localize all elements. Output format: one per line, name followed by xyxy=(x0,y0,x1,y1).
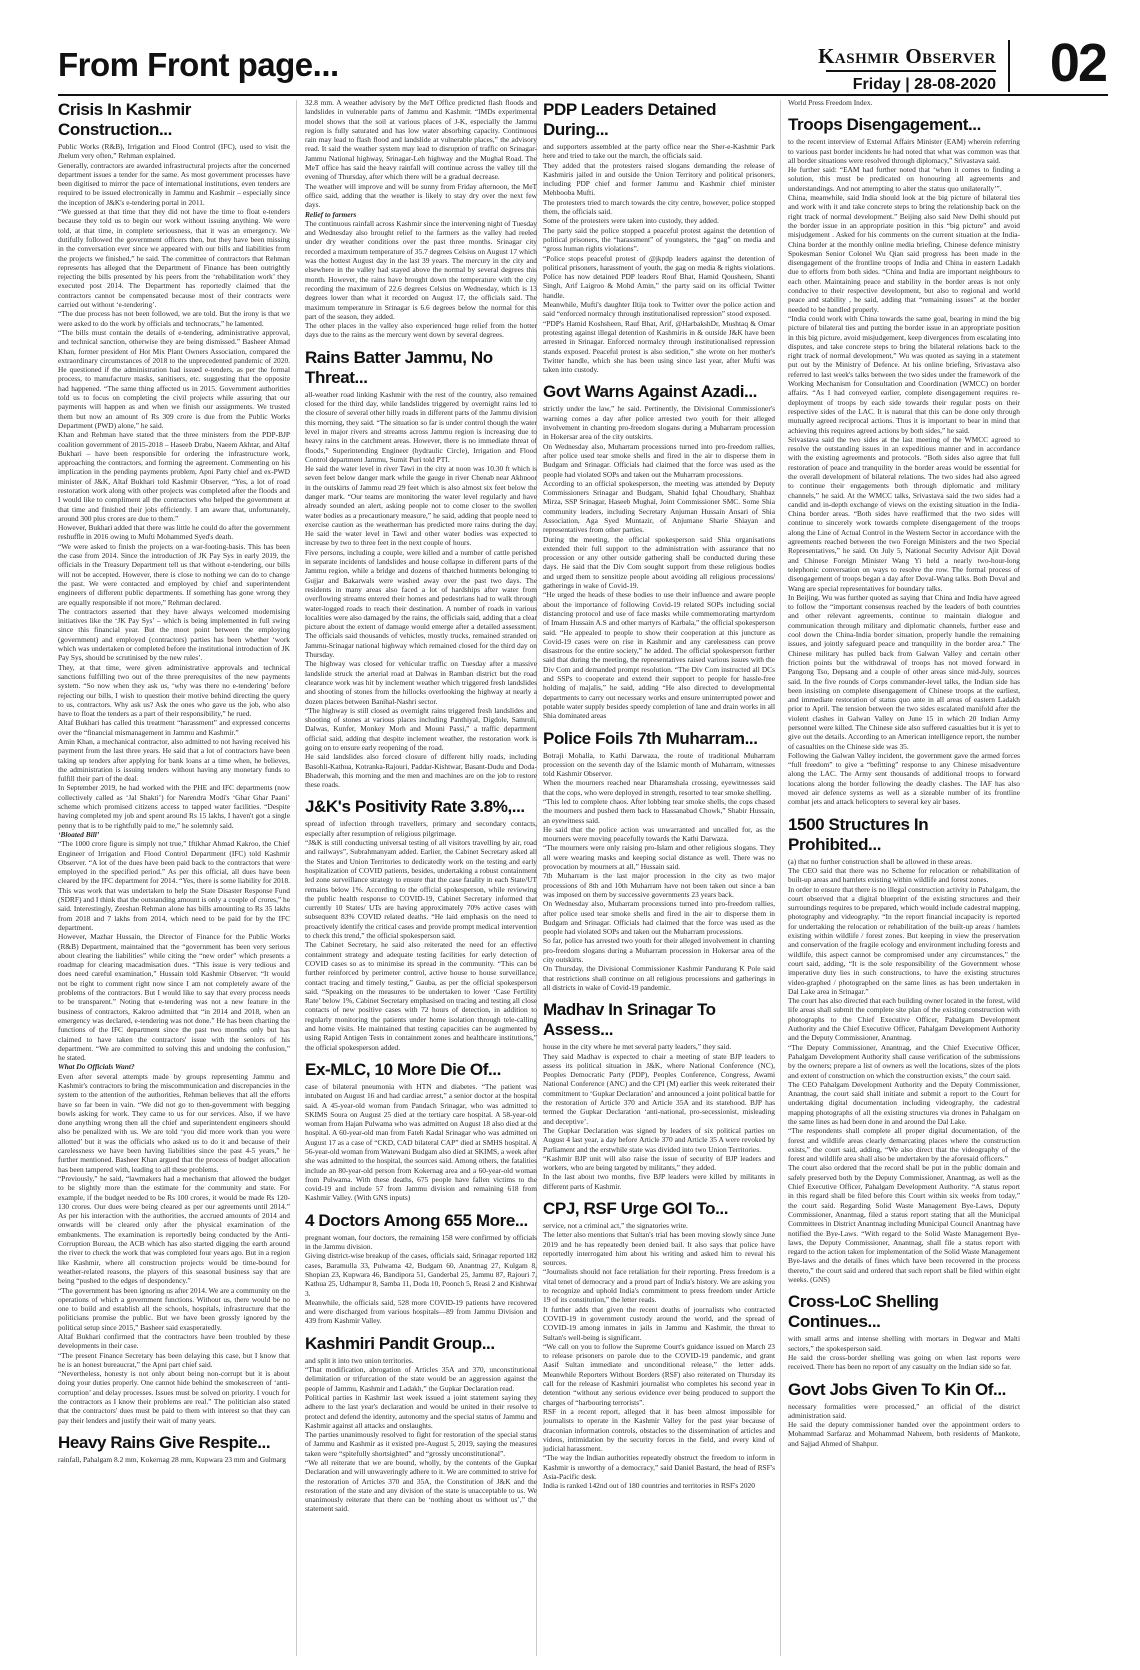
news-story xyxy=(305,98,537,340)
story-paragraph: China, meanwhile, said India should look at the big picture of bilateral ties and work with it and take concrete steps to bring the relationship back on the right track of normal development.” Beijing also said New Delhi should put the border issue in an appropriate position in this “big picture” and avoid misjudgement . Asked for his comments on the current situation at the India-China border at the monthly online media briefing, Chinese defence ministry Spokesman Senior Colonel Wu Qian said progress has been made in the disengagement of the frontline troops of India and China in eastern Ladakh due to efforts from both sides. “China and India are important neighbours to each other. Maintaining peace and stability in the border areas is not only conducive to their respective development, but also to regional and world peace and stability , he said, adding that “remaining issues” at the border needed to be handled properly. xyxy=(788,193,1020,314)
story-paragraph: and supporters assembled at the party office near the Sher-e-Kashmir Park here and tried to take out the march, the officials said. xyxy=(543,142,775,161)
story-paragraph: 32.8 mm. A weather advisory by the MeT Office predicted flash floods and landslides in vulnerable parts of Jammu and Kashmir. “IMDs experimental model shows that the soil at various places of J-K, especially the Jammu region is fully saturated and has low water absorbing capacity. Continuous rain may lead to flash flood and landslide at vulnerable places,” the advisory read. It said the weather system may lead to disruption of traffic on Srinagar-Jammu National highway, Srinagar-Leh highway and the Mughal Road. The MeT office has said the heavy rainfall will continue across the valley till the evening of Thursday, after which there will be a gradual decrease. xyxy=(305,98,537,182)
news-story xyxy=(543,382,775,720)
story-paragraph: strictly under the law,” he said. Pertinently, the Divisional Commissioner's warning comes a day after police arrested two youth for their alleged involvement in chanting pro-freedom slogans during a Muharram procession in Hokersar area of the city outskirts. xyxy=(543,404,775,442)
story-paragraph: However, Bukhari added that there was little he could do after the government reshuffle in 2016 owing to Mufti Mohammed Syed's death. xyxy=(58,523,290,542)
column-4 xyxy=(788,98,1020,1658)
story-paragraph: He said landslides also forced closure of different hilly roads, including Basohli-Kathua, Kotranka-Rajouri, Paddar-Kishtwar, Basant-Dudu and Doda-Bhaderwah, this morning and the men and machines are on the job to restore these roads. xyxy=(305,752,537,790)
story-headline[interactable]: Police Foils 7th Muharram... xyxy=(543,728,758,748)
edition-date: Friday | 28-08-2020 xyxy=(852,76,996,93)
story-paragraph: The parties unanimously resolved to fight for restoration of the special status of Jammu and Kashmir as it existed pre-August 5, 2019, saying the measures taken were “spitefully shortsighted” and “grossly unconstitutional”. xyxy=(305,1430,537,1458)
story-headline[interactable]: Crisis In Kashmir Construction... xyxy=(58,100,192,139)
story-paragraph: (a) that no further construction shall be allowed in these areas. xyxy=(788,856,973,866)
news-story xyxy=(788,815,1020,1285)
story-paragraph: “The due process has not been followed, we are told. But the irony is that we were asked to do the work by officials and technocrats,” he lamented. xyxy=(58,309,290,328)
story-paragraph: World Press Freedom Index. xyxy=(788,98,873,107)
brand-name: Kashmir Observer xyxy=(818,44,996,68)
story-paragraph: According to an official spokesperson, the meeting was attended by Deputy Commissioners Srinagar and Budgam, Shahid Iqbal Choudhary, Shahbaz Mirza, SSP Srinagar, Haseeb Mughal, Joint Commissioner SMC. Some Shia community leaders, including Secretary Anjuman Hussain Ansari of Shia Association, Aga Syed Muntazir, of Anjumane Sharie Shiayan and representatives from other parties. xyxy=(543,478,775,535)
story-paragraph: The highway was closed for vehicular traffic on Tuesday after a massive landslide struck the arterial road at Dalwas in Ramban district but the road clearance work was hit by inclement weather which triggered fresh landslides and shooting of stones from the hillocks overlooking the highway at nearly a dozen places between Banihal-Nashri sector. xyxy=(305,659,537,706)
story-paragraph: “Journalists should not face retaliation for their reporting. Press freedom is a vital tenet of democracy and a proud part of India's history. We are asking you to recognize and uphold India's commitment to press freedom under Article 19 of its constitution,” the letter reads. xyxy=(543,1267,775,1305)
story-paragraph: When the mourners reached near Dharamshala crossing, eyewitnesses said that the cops, who were deployed in strength, resorted to tear smoke shelling. xyxy=(543,778,775,797)
story-paragraph: Some of the protesters were taken into custody, they added. xyxy=(543,216,719,226)
story-paragraph: He said the cross-border shelling was going on when last reports were received. There has been no report of any casualty on the Indian side so far. xyxy=(788,1352,1020,1372)
story-paragraph: Following the Galwan Valley incident, the government gave the armed forces “full freedom” to give a “befitting” response to any Chinese misadventure along the LAC. The Army sent thousands of additional troops to forward locations along the border following the deadly clashes. The IAF has also moved air defence systems as well as a sizeable number of its frontline combat jets and attack helicopters to several key air bases. xyxy=(788,750,1020,807)
story-headline[interactable]: Govt Warns Against Azadi... xyxy=(543,382,758,402)
story-paragraph: They said Madhav is expected to chair a meeting of state BJP leaders to assess its political situation in J&K, where National Conference (NC), Peoples Democratic Party (PDP), Peoples Conference, Congress, Awami National Conference (ANC) and the CPI (M) earlier this week reiterated their commitment to ‘Gupkar Declaration’ and announced a joint political battle for the restoration of Article 370 and Article 35A and its statehood. BJP has termed the Gupkar Declaration ‘anti-national, pro-secessionist, misleading and deceptive’. xyxy=(543,1051,775,1126)
column-2 xyxy=(305,98,537,1658)
story-paragraph: The party said the police stopped a peaceful protest against the detention of political prisoners, the “harassment” of youngsters, the “gag” on media and “gross human rights violations”. xyxy=(543,225,775,254)
story-paragraph: Public Works (R&B), Irrigation and Flood Control (IFC), used to visit the Jhelum very often,” Rehman explained. xyxy=(58,142,290,161)
story-paragraph: The court also ordered that the record shall be put in the public domain and safely preserved both by the Deputy Commissioner, Anantnag, as well as the Chief Executive Officer, Pahalgam Development Authority. “A status report in this regard shall be filed before this Court within six weeks from today,” the court said. Regarding Solid Waste Management Bye-Laws, Deputy Commissioner, Anantnag, filed a status report stating that all the Municipal Committees in District Anantnag including Municipal Council Anantnag have notified the Bye-Laws. “With regard to the Solid Waste Management Bye-laws, the Deputy Commissioner, Anantnag, shall file a status report with regard to the action taken for implementation of the Solid Waste Management Bye-laws and the details of fines which have been recovered in the process thereto,” the court said and ordered that such report shall be filed within eight weeks. (GNS) xyxy=(788,1163,1020,1285)
story-paragraph: “PDP's Hamid Koshsheen, Rauf Bhat, Arif, @HarbakshDr, Mushtaq & Omar protesting against illegal detention of Kashmiris in & outside J&K have been arrested in Srinagar. Enforced normalcy through institutionalised repression stands exposed. Peaceful protest is also sedition,” she wrote on her mother's Twitter handle, which she has been using since last year, after Mufti was taken into custody. xyxy=(543,318,775,375)
story-paragraph: They, at that time, were given administrative approvals and technical sanctions fulfilling two out of the three prerequisites of the new payments system. “So now when they ask us, ‘why was there no e-tendering’ before rejecting our bills, I wish to question their motive behind directing the query to us, contractors. Why ask us? Ask the ones who gave us the job, who also have to float the tenders as a part of their responsibility,” he rued. xyxy=(58,662,290,719)
brand-rule xyxy=(826,70,996,72)
story-paragraph: “India could work with China towards the same goal, bearing in mind the big picture of bilateral ties and putting the border issue in an appropriate position in this big picture, avoid misjudgement, keep divergences from escalating into disputes, and take concrete steps to bring the bilateral relations back to the right track of normal development,” Wu was quoted as saying in a statement put out by the Ministry of Defence. At his online briefing, Srivastava also referred to last week's talks between the two sides under the framework of the Working Mechanism for Consultation and Coordination (WMCC) on border affairs. “As I had conveyed earlier, complete disengagement requires re-deployment of troops by each side towards their regular posts on their respective sides of the LAC. It is natural that this can be done only through mutually agreed reciprocal actions. Thus it is important to bear in mind that achieving this requires agreed actions by both sides,” he said. xyxy=(788,313,1020,435)
column-3 xyxy=(543,98,775,1658)
story-paragraph: rainfall, Pahalgam 8.2 mm, Kokernag 28 mm, Kupwara 23 mm and Gulmarg xyxy=(58,1454,286,1464)
story-headline[interactable]: Troops Disengagement... xyxy=(788,115,981,135)
story-paragraph: and split it into two union territories. xyxy=(305,1355,414,1365)
story-headline[interactable]: J&K's Positivity Rate 3.8%,... xyxy=(305,797,525,817)
story-paragraph: He further said: “EAM had further noted that ‘when it comes to finding a solution, this must be predicated on honouring all agreements and understandings. And not attempting to alter the status quo unilaterally’”. xyxy=(788,165,1020,193)
story-paragraph: The protesters tried to march towards the city centre, however, police stopped them, the officials said. xyxy=(543,197,775,217)
story-headline[interactable]: Ex-MLC, 10 More Die Of... xyxy=(305,1059,501,1079)
story-headline[interactable]: Cross-LoC Shelling Continues... xyxy=(788,1292,939,1332)
story-paragraph: Srivastava said the two sides at the last meeting of the WMCC agreed to resolve the outstanding issues in an expeditious manner and in accordance with the existing agreements and protocols. “Both sides also agree that full restoration of peace and tranquility in the border areas would be essential for the overall development of bilateral relations. The two sides had also agreed to continue their engagements both through diplomatic and military channels,” he said. At the WMCC talks, Srivastava said the two sides had a candid and in-depth exchange of views on the existing situation in the India-China border areas. “Both sides have reaffirmed that the two sides will continue to sincerely work towards complete disengagement of the troops along the Line of Actual Control in the Western Sector in accordance with the agreements reached between the two Foreign Ministers and the two Special Representatives,” he said. On July 5, National Security Advisor Ajit Doval and Chinese Foreign Minister Wang Yi held a nearly two-hour-long telephonic conversation on ways to resolve the row. The formal process of disengagement of troops began a day after Doval-Wang talks. Both Doval and Wang are special representatives for boundary talks. xyxy=(788,434,1020,593)
story-paragraph: “We all reiterate that we are bound, wholly, by the contents of the Gupkar Declaration and will unwaveringly adhere to it. We are committed to strive for the restoration of Articles 370 and 35A, the Constitution of J&K and the restoration of the state and any division of the state is unacceptable to us. We unanimously reiterate that there can be ‘nothing about us without us’,” the statement said. xyxy=(305,1458,537,1514)
story-subhead: Relief to farmers xyxy=(305,209,357,219)
story-paragraph: In the last about two months, five BJP leaders were killed by militants in different parts of Kashmir. xyxy=(543,1172,775,1191)
story-subhead: ‘Bloated Bill’ xyxy=(58,829,100,839)
story-paragraph: “The mourners were only raising pro-Islam and other religious slogans. They all were wearing masks and keeping social distance as well. There was no provocation by mourners at all,” Hussain said. xyxy=(543,843,775,872)
story-paragraph: Even after several attempts made by groups representing Jammu and Kashmir's contractors to bring the miscommunication and discrepancies in the system to the attention of the authorities, Rehman believes that all the efforts have so far been in vain. “We did not go to then-government with begging bowls asking for work. They came to us for our services. Also, if we have done anything wrong then all the chief and superintendent engineers should also be penalized with us. We are told ‘you did more work than you were allotted’ but it was the officials who asked us to do it and because of their carelessness we have been having liabilities since the past 4-5 years,” he further mentioned. Basheer Khan argued that the process of budget allocation has been tampered with, leading to all these problems. xyxy=(58,1071,290,1174)
story-paragraph: “Police stops peaceful protest of @jkpdp leaders against the detention of political prisoners, harassment of youth, the gag on media & rights violations. Police has now detained PDP leaders Rouf Bhat, Hamid Qousheen, Shanti Singh, Arif Laigroo & Mohd Amin,” the party said on its official Twitter handle. xyxy=(543,253,775,300)
story-paragraph: So far, police has arrested two youth for their alleged involvement in chanting pro-freedom slogans during a Muharram procession in Hokersar area of the city outskirts. xyxy=(543,936,775,965)
story-paragraph: Generally, contractors are awarded infrastructural projects after the concerned department issues a tender for the same. As most government processes have been digitised to mirror the pace of international institutions, even tenders are required to be issued electronically in Jammu and Kashmir – especially since the inception of J&K's e-tendering portal in 2011. xyxy=(58,160,290,207)
news-story xyxy=(788,1292,1020,1371)
story-paragraph: “Kashmir BJP unit will also raise the issue of security of BJP leaders and workers, who are being targeted by militants,” they added. xyxy=(543,1153,775,1173)
story-paragraph: He said that the police action was unwarranted and uncalled for, as the mourners were moving peacefully towards the Kathi Darwaza. xyxy=(543,824,775,844)
story-paragraph: “J&K is still conducting universal testing of all visitors travelling by air, road and railways”, Subrahmanyam added. Earlier, the Cabinet Secretary asked all the States and Union Territories to dedicatedly work on the testing and early hospitalization of COVID patients, besides, undertaking a robust containment led zone surveillance strategy to ensure that the case fatality in each State/UT remains below 1%. According to the official spokesperson, while reviewing the public health response to COVID-19, Cabinet Secretary informed that currently 10 States/ UTs are having approximately 70% active cases with subsequent 83% COVID related deaths. “He laid emphasis on the need to proactively identify the critical cases and provide prompt medical intervention to check this trend,” the official spokesperson said. xyxy=(305,838,537,941)
story-paragraph: “This led to complete chaos. After lobbing tear smoke shells, the cops chased the mourners and pushed them back to Hassanabad Chowk,” Shabir Hussain, an eyewitness said. xyxy=(543,797,775,825)
story-paragraph: The weather will improve and will be sunny from Friday afternoon, the MeT office said, adding that the weather is likely to stay dry over the next few days. xyxy=(305,181,537,210)
story-paragraph: Meanwhile, Mufti's daughter Iltija took to Twitter over the police action and said “enforced normalcy through institutionalised repression” stood exposed. xyxy=(543,300,775,319)
news-story xyxy=(788,1380,1020,1448)
news-story xyxy=(305,797,537,1051)
story-headline[interactable]: Govt Jobs Given To Kin Of... xyxy=(788,1379,1007,1399)
story-paragraph: all-weather road linking Kashmir with the rest of the country, also remained closed for the third day, while landslides triggered by overnight rains led to the closure of several other hilly roads in different parts of the Jammu division this morning, they said. “The situation so far is under control though the water level in major rivers and streams across Jammu region is increasing due to heavy rains in the catchment areas. However, there is no immediate threat of floods,” Superintending Engineer (hydraulic Circle), Irrigation and Flood Control department Jammu, Sumit Puri told PTI. xyxy=(305,389,537,464)
story-paragraph: Botraji Mohalla, to Kathi Darwaza, the route of traditional Muharram procession on the seventh day of the Islamic month of Muharram, witnesses told Kashmir Observer. xyxy=(543,750,775,779)
story-headline[interactable]: 1500 Structures In Prohibited... xyxy=(788,814,929,854)
story-paragraph: pregnant woman, four doctors, the remaining 158 were confirmed by officials in the Jammu division. xyxy=(305,1232,537,1252)
story-paragraph: Giving district-wise breakup of the cases, officials said, Srinagar reported 182 cases, Baramulla 33, Pulwama 42, Budgam 60, Anantnag 27, Kulgam 8, Shopian 23, Kupwara 46, Bandipora 51, Ganderbal 25, Jammu 87, Rajouri 7, Kathua 25, Udhampur 8, Samba 11, Doda 10, Poonch 5, Reasi 2 and Kishtwar 3. xyxy=(305,1251,537,1298)
story-paragraph: “We guessed at that time that they did not have the time to float e-tenders because they told us to begin our work without issuing anything. We were told, at that time, in complete seriousness, that it was an emergency. We dutifully followed the government officers then, but they have been missing in the conversation ever since we appeared with our bills and liabilities from the projects we finished,” he said. The committee of contractors that Rehman represents has alleged that the Department of Finance has been outrightly rejecting the bills presented by his peers from the ‘rehabilitation work’ they executed post 2014. The Department has reportedly claimed that the contractors cannot be compensated because most of their contracts were carried out without ‘e-tendering’. xyxy=(58,207,290,310)
news-story xyxy=(58,100,290,1425)
story-paragraph: “The way the Indian authorities repeatedly obstruct the freedom to inform in Kashmir is unworthy of a democracy,” said Daniel Bastard, the head of RSF's Asia-Pacific desk. xyxy=(543,1453,775,1481)
story-headline[interactable]: Heavy Rains Give Respite... xyxy=(58,1432,271,1452)
story-paragraph: Political parties in Kashmir last week issued a joint statement saying they adhere to the last year's declaration and would be united in their resolve to protect and defend the identity, autonomy and the special status of Jammu and Kashmir against all attacks and onslaughts. xyxy=(305,1392,537,1430)
story-paragraph: “The present Finance Secretary has been delaying this case, but I know that he is an honest bureaucrat,” the Apni part chief said. xyxy=(58,1350,290,1369)
story-paragraph: The Gupkar Declaration was signed by leaders of six political parties on August 4 last year, a day before Article 370 and Article 35 A were revoked by Parliament and the erstwhile state was divided into two Union Territories. xyxy=(543,1125,775,1154)
story-paragraph: RSF in a recent report, alleged that it has been almost impossible for journalists to operate in the Kashmir Valley for the past year because of draconian information controls, obstacles to the dissemination of articles and videos, intimidation by the security forces in the field, and every kind of judicial harassment. xyxy=(543,1406,775,1454)
story-headline[interactable]: Kashmiri Pandit Group... xyxy=(305,1333,495,1353)
news-story xyxy=(305,1060,537,1203)
story-paragraph: The letter also mentions that Sultan's trial has been moving slowly since June 2019 and he has repeatedly been denied bail. It also says that police have reportedly interrogated him about his writing and asked him to reveal his sources. xyxy=(543,1230,775,1268)
story-paragraph: “The highway is still closed as overnight rains triggered fresh landslides and shooting of stones at various places including Panthiyal, Digdole, Samroli, Dalwas, Kunfer, Monkey Morh and Mouni Passi,” a traffic department official said, adding that despite inclement weather, the restoration work is going on to ensure early reopening of the road. xyxy=(305,705,537,752)
story-paragraph: “We were asked to finish the projects on a war-footing-basis. This has been the case from 2014. Since the introduction of JK Pay Sys in early 2019, the officials in the Treasury Department tell us that without e-tendering, our bills will not be accepted. However, there is close to nothing we can do to change the past. We were contacted and employed by chief and superintendent engineers of different public departments. If something has gone wrong they are equally responsible if not more,” Rehman declared. xyxy=(58,541,290,607)
story-paragraph: India is ranked 142nd out of 180 countries and territories in RSF's 2020 xyxy=(543,1481,755,1491)
story-paragraph: Amin Khan, a mechanical contractor, also admitted to not having received his payment from the last three years. He said that a lot of contractors have been taking up tenders after applying for bank loans at a time when, he believes, the administration is issuing tenders without having any monetary funds to fulfill their part of the deal. xyxy=(58,737,290,784)
page-number-divider xyxy=(1008,40,1010,92)
story-paragraph: However, Mazhar Hussain, the Director of Finance for the Public Works (R&B) Department, maintained that the “government has been very serious about clearing the liabilities” while citing the “new order” which presents a roadmap for clearing macadmisation dues. “This issue is very tedious and does need careful examination,” Hussain told Kashmir Observer. “It would not be right to comment right now since I am not completely aware of the problems of the contractors. But I would like to say that every process needs to be transparent.” Noting that e-tendering was not a new feature in the business of contractors, Kakroo admitted that “in 2014 and 2018, when an emergency was declared, e-tendering was not done.” He has been charting the functions of the IFC department since the past two months only but has claimed to have taken the contractors' issue with the seniors of his department. “We are committed to solving this and undoing the confusion,” he stated. xyxy=(58,932,290,1063)
story-paragraph: “That modification, abrogation of Articles 35A and 370, unconstitutional delimitation or trifurcation of the state would be an aggression against the people of Jammu, Kashmir and Ladakh,” the Gupkar Declaration read. xyxy=(305,1365,537,1393)
story-paragraph: The court has also directed that each building owner located in the forest, wild life areas shall submit the complete site plan of the existing construction with photographs to the Chief Executive Officer, Pahalgam Development Authority and the Chief Executive Officer, Pahalgam Development Authority and the Deputy Commissioner, Anantnag. xyxy=(788,996,1020,1043)
story-paragraph: spread of infection through travellers, primary and secondary contacts, especially after resumption of religious pilgrimage. xyxy=(305,819,537,838)
story-paragraph: The contractors asserted that they have always welcomed modernising initiatives like the ‘JK Pay Sys’ – which is being implemented in full swing since this financial year. But the moot point between the employing (government) and employed (contractors) parties has been whether ‘work which was undertaken or completed before the institutional introduction of JK Pay Sys, should be scrutinised by the new rules’. xyxy=(58,606,290,663)
story-paragraph: service, not a criminal act,” the signatories write. xyxy=(543,1220,688,1230)
story-headline[interactable]: Madhav In Srinagar To Assess... xyxy=(543,1000,716,1040)
story-subhead: What Do Officials Want? xyxy=(58,1062,135,1072)
story-paragraph: with small arms and intense shelling with mortars in Degwar and Malti sectors,” the spokesperson said. xyxy=(788,1334,1020,1353)
story-paragraph: Altaf Bukhari confirmed that the contractors have been troubled by these developments in their case. xyxy=(58,1332,290,1351)
story-paragraph: Khan and Rehman have stated that the three ministers from the PDP-BJP coalition government of 2015-2018 – Haseeb Drabu, Naeem Akhtar, and Altaf Bukhari – have been responsible for ordering the infrastructure work, approaching the contractors, and forming the agreement. Commenting on his implication in the pending payments problem, Apni Party chief and ex-PWD minister of J&K, Altaf Bukhari told Kashmir Observer, “Yes, a lot of road restoration work along with other projects was completed after the floods and I would like to compliment all the contractors who helped the government at that time and finished their jobs efficiently. I am aware that, unfortunately, around 300 plus crores are due to them.” xyxy=(58,430,290,523)
section-title: From Front page... xyxy=(58,46,339,83)
news-story xyxy=(543,729,775,993)
story-paragraph: “The 1000 crore figure is simply not true,” Iftikhar Ahmad Kakroo, the Chief Engineer of Irrigation and Flood Control Department (IFC) told Kashmir Observer. “A lot of the dues have been paid back to the contractors that were employed in the specified period.” As per this official, all dues have been cleared by the IFC department for 2014. “Yes, there is some liability for 2018. This was work that was undertaken to help the State Disaster Response Fund (SDRF) and I think that the outstanding amount is only a couple of crores,” he said. Interestingly, Zeeshan Rehman alone has bills amounting to Rs 35 lakhs from 2018 and 7 lakhs from 2014, which need to be paid for by the IFC department. xyxy=(58,839,290,932)
story-paragraph: The continuous rainfall across Kashmir since the intervening night of Tuesday and Wednesday also brought relief to the farmers as the valley had reeled under dry weather conditions over the past three months. Srinagar city recorded a maximum temperature of 35.7 degrees Celsius on August 17 which was the hottest August day in the last 39 years. The mercury in the city and elsewhere in the valley had stayed above the normal by several degrees this month. However, the rains have brought down the temperature with the city recording the maximum of 22.6 degrees Celsius on Wednesday, which is 13 degrees lower than what it recorded on August 17, the officials said. The maximum temperature in Srinagar is 6.6 degrees below the normal for this part of the season, they added. xyxy=(305,218,537,321)
story-paragraph: The CEO Pahalgam Development Authority and the Deputy Commissioner, Anantnag, the court said shall initiate and submit a report to the Court for undertaking digital documentation including videography, the cadestral mapping photographs of all the existing structures via drones in Pahalgam on the same lines as had been done in and around the Dal Lake. xyxy=(788,1079,1020,1126)
news-story xyxy=(788,98,1020,107)
story-paragraph: The Cabinet Secretary, he said also reiterated the need for an effective containment strategy and adequate testing facilities for early detection of COVID cases so as to minimise its spread in the community. “This can be further reinforced by perimeter control, active house to house surveillance, contact tracing and timely testing,” Gauba, as per the official spokesperson said. “Speaking on the measures to be undertaken to lower ‘Case Fertility Rate’ below 1%, Cabinet Secretary emphasised on tracing and testing all close contacts of new positive cases with 72 hours of detection, in addition to regularly monitoring the patients under home isolation through tele-calling and home visits. He maintained that testing capacities can be augmented by using Rapid Antigen Tests in containment zones and healthcare institutions,” the official spokesperson added. xyxy=(305,940,537,1052)
story-paragraph: “Previously,” he said, “lawmakers had a mechanism that allowed the budget to be slightly more than the estimate for the community and state. For example, if the budget needed to be Rs 100 crores, it would be made Rs 120-130 crores. Our dues were being cleared as per our agreements until 2014.” As per his interaction with the authorities, the accrued amounts of 2014 and onwards will be cleared only after the physical examination of the embankments. The examination is reportedly being conducted by the Anti-Corruption Bureau, the ACB which has also started digging the earth around the river to check the work that was completed four years ago. But in a region like Kashmir, where all construction projects would be time-bound for weather-related reasons, the players of this seasonal business say that are being “pushed to the edges of despondency.” xyxy=(58,1173,290,1286)
story-paragraph: “The bills must contain the details of e-tendering, administrative approval, and technical sanction, otherwise they are being dismissed.” Basheer Ahmad Khan, former president of Hot Mix Plant Owners Association, compared the extraordinary circumstances of 2018 to the unprecedented pandemic of 2020. He questioned if the administration had issued e-tenders, as per the formal process, to manufacture masks, sanitisers, etc. suggesting that the opposite had happened. “The same thing affected us in 2015. Government authorities told us to focus on completing the civil projects while assuring that our payments will happen as and when we finish our assignments. We trusted them but now an amount of Rs 309 crore is due from the Public Works Department (PWD) alone,” he said. xyxy=(58,327,290,430)
story-headline[interactable]: CPJ, RSF Urge GOI To... xyxy=(543,1198,729,1218)
news-story xyxy=(788,115,1020,806)
news-story xyxy=(305,348,537,790)
story-headline[interactable]: PDP Leaders Detained During... xyxy=(543,100,717,139)
story-paragraph: In September 2019, he had worked with the PHE and IFC departments (now collectively called as ‘Jal Shakti’) for Narendra Modi's ‘Ghar Ghar Paani’ scheme which promised citizens access to tapped water facilities. “Despite having completed my job and spent around Rs 15 lakhs, I haven't got a single penny that is to be rightfully paid to me,” he solemnly said. xyxy=(58,783,290,830)
story-paragraph: In order to ensure that there is no illegal construction activity in Pahalgam, the court observed that a digital blueprint of the existing structures and their surroundings requires to be prepared, which would include cadestral mapping, photography and videography. “In the report financial incapacity is reported for undertaking the relocation or rehabilitation of the built-up areas / hamlets existing within wildlife / forest zones. But keeping in view the preservation and conservation of the fragile ecology and environment including forests and wildlife, this aspect cannot be compromised under any circumstances,” the court said, adding, “It is the sole responsibility of the Government whose imperative duty lies in such constructions, to have the existing structures video-graphed / photographed on the same lines as has been undertaken in Dal Lake area in Srinagar.” xyxy=(788,884,1020,996)
story-paragraph: 7th Muharram is the last major procession in the city as two major processions of 8th and 10th Muharram have not been taken out since a ban was imposed on them by successive governments 23 years back. xyxy=(543,871,775,899)
story-paragraph: The CEO said that there was no Scheme for relocation or rehabilitation of built-up areas and hamlets existing within wildlife and forest zones. xyxy=(788,865,1020,885)
story-paragraph: to the recent interview of External Affairs Minister (EAM) wherein referring to various past border incidents he had noted that what was common was that all border situations were resolved through diplomacy,” Srivastava said. xyxy=(788,137,1020,165)
story-paragraph: Meanwhile, the officials said, 528 more COVID-19 patients have recovered and were discharged from various hospitals—89 from Jammu Division and 439 from Kashmir Valley. xyxy=(305,1297,537,1326)
story-paragraph: Altaf Bukhari has called this treatment “harassment” and expressed concerns over the “financial mismanagement in Jammu and Kashmir.” xyxy=(58,718,290,737)
story-paragraph: He said the deputy commissioner handed over the appointment orders to Mohammad Sarfaraz and Mohammad Naheem, both residents of Mankote, and Sajjad Ahmed of Shahpur. xyxy=(788,1420,1020,1448)
news-story xyxy=(543,100,775,374)
story-paragraph: During the meeting, the official spokesperson said Shia organisations extended their full support to the administration with assurance that no procession or any other outside gathering shall be conducted during these days. He said that the Div Com sought support from these religious bodies and urged them to sensitize people about avoiding all religious processions/ gatherings in wake of Covid-19. xyxy=(543,534,775,591)
story-paragraph: The other places in the valley also experienced huge relief from the hotter days due to the rains as the mercury went down by several degrees. xyxy=(305,321,537,340)
news-story xyxy=(305,1334,537,1514)
story-paragraph: Five persons, including a couple, were killed and a number of cattle perished in separate incidents of landslides and house collapse in different parts of the Jammu region, while a bridge and dozens of thatched hutments belonging to Gujjar and Bakarwals were washed away over the past two days. The residents in many areas also faced a lot of hardships after water from overflowing streams entered their homes and pedestrians had to walk through water-logged roads to reach their destination. A number of roads in various localities were also damaged by the rains, the officials said, adding that a clear picture about the extent of damage would emerge after a detailed assessment. The officials said thousands of vehicles, mostly trucks, remained stranded on Jammu-Srinagar national highway which remained closed for the third day on Thursday. xyxy=(305,547,537,660)
story-paragraph: On Wednesday also, Muharram processions turned into pro-freedom rallies, after police used tear smoke shells and fired in the air to disperse them in Budgam and Srinagar. Officials had claimed that the force was used as the people had violated SOPs and taken out the Muharram processions. xyxy=(543,441,775,479)
story-paragraph: In Beijing, Wu was further quoted as saying that China and India have agreed to follow the “important consensus reached by the leaders of both countries and other relevant agreements, continue to maintain dialogue and communication through military and diplomatic channels, further ease and cool down the China-India border situation, properly handle the remaining issues, and jointly safeguard peace and tranquility in the border area.” The Chinese military has pulled back from Galwan Valley and certain other friction points but the withdrawal of troops has not moved forward in Pangong Tso, Depsang and a couple of other areas since mid-July, sources said. In the five rounds of Corps commander-level talks, the Indian side has been insisting on complete disengagement of Chinese troops at the earliest, and immediate restoration of status quo ante in all areas of eastern Ladakh prior to April. The tension between the two sides escalated manifold after the violent clashes in Galwan Valley on June 15 in which 20 Indian Army personnel were killed. The Chinese side also suffered casualties but it is yet to give out the details. According to an American intelligence report, the number of casualties on the Chinese side was 35. xyxy=(788,592,1020,751)
page-header xyxy=(58,33,1108,93)
story-paragraph: case of bilateral pneumonia with HTN and diabetes. “The patient was intubated on August 16 and had cardiac arrest,” a senior doctor at the hospital said. A 45-year-old woman from Pandach Srinagar, who was admitted to SKIMS Soura on August 25 died at the tertiary care hospital. A 58-year-old woman from Hajan Pulwama who was admitted on August 18 also died at the hospital. A 60-year-old man from Fateh Kadal Srinagar who was admitted on August 17 as a case of “CKD, CAD bilateral CAP” died at SMHS hospital. A 56-year-old woman from Watewani Budgam also died at SKIMS, a week after she was admitted to the hospital, the sources said. Among others, the fatalities include an 80-year-old person from Kokernag area and a 60-year-old woman from Pulwama. With these deaths, 675 people have fallen victims to the covid-19 and include 57 from Jammu division and remaining 618 from Kashmir Valley. (With GNS inputs) xyxy=(305,1081,537,1203)
story-paragraph: “Nevertheless, honesty is not only about being non-corrupt but it is about doing your duties properly. One cannot hide behind the smokescreen of ‘anti-corruption’ and delay processes. Issues must be solved on priority. I vouch for the contractors as I know their problems are real.” The politician also stated that the contractors' dues must be paid to them with interest so that they can pay their lenders and justify their wait of many years. xyxy=(58,1369,290,1425)
story-paragraph: On Thursday, the Divisional Commissioner Kashmir Pandurang K Pole said that restrictions shall continue on all religious processions and gatherings in all districts in wake of Covid-19 pandemic. xyxy=(543,964,775,992)
column-divider xyxy=(780,100,781,1656)
story-headline[interactable]: 4 Doctors Among 655 More... xyxy=(305,1210,528,1230)
story-headline[interactable]: Rains Batter Jammu, No Threat... xyxy=(305,347,493,387)
story-paragraph: He said the water level in river Tawi in the city at noon was 10.30 ft which is seven feet below danger mark while the gauge in river Chenab near Akhnoor in the outskirts of Jammu read 29 feet which is also almost six feet below the danger mark. “Our teams are monitoring the water level regularly and have already sounded an alert, asking people not to come closer to the swollen water bodies as a precautionary measure,” he said, adding that people need to exercise caution as the weatherman has predicted more rains during the day. He said the water level in Tawi and other water bodies was expected to increase by two to three feet in the next couple of hours. xyxy=(305,464,537,548)
story-paragraph: necessary formalities were processed,” an official of the district administration said. xyxy=(788,1401,1020,1420)
story-paragraph: It further adds that given the recent deaths of journalists who contracted COVID-19 in government custody around the world, and the spread of COVID-19 among inmates in jails in Jammu and Kashmir, the threat to Sultan's well-being is significant. xyxy=(543,1304,775,1342)
story-paragraph: “The Deputy Commissioner, Anantnag, and the Chief Executive Officer, Pahalgam Development Authority shall cause verification of the submissions by the owners; prepare a list of owners as well the locations, sizes of the plots and extent of construction on which the construction exists,” the court said. xyxy=(788,1042,1020,1080)
news-story xyxy=(543,1199,775,1491)
news-story xyxy=(58,1433,290,1464)
news-story xyxy=(543,1000,775,1191)
story-paragraph: house in the city where he met several party leaders,” they said. xyxy=(543,1042,732,1052)
story-paragraph: They added that the protesters raised slogans demanding the release of Kashmiris jailed in and outside the Union Territory and political prisoners, including PDP chief and former Jammu and Kashmir chief minister Mehbooba Mufti. xyxy=(543,160,775,198)
page-number: 02 xyxy=(1049,33,1106,93)
header-rule xyxy=(58,94,1108,96)
story-paragraph: “The respondents shall complete all proper digital documentation, of the forest and wildlife areas clearly demarcating places where the construction exists,” the court said, adding, “We also direct that the videography of the forest and wildlife area shall also be undertaken by the aforesaid officers.” xyxy=(788,1126,1020,1164)
column-divider xyxy=(296,100,297,1656)
story-paragraph: “We call on you to follow the Supreme Court's guidance issued on March 23 to release prisoners on parole due to the COVID-19 pandemic, and grant Aasif Sultan immediate and unconditional release,” the letter adds. Meanwhile Reporters Without Borders (RSF) also reiterated on Thursday its call for the release of Kashmiri journalist who completes his second year in detention “without any serious evidence ever being produced to support the charges of “harbouring terrorists”. xyxy=(543,1341,775,1407)
news-story xyxy=(305,1211,537,1326)
column-1 xyxy=(58,98,290,1658)
story-paragraph: “He urged the heads of these bodies to use their influence and aware people about the importance of following Covid-19 related SOPs including social distancing protocol and use of face masks while commemorating martyrdom of Imam Hussain A.S and other martyrs of Karbala,” the official spokesperson said. “He appealed to people to show their cooperation at this juncture as Covid-19 cases were on rise in Kashmir and any carelessness can prove disastrous for the entire society,” he added. The official spokesperson further said that during the meeting, the representatives raised various issues with the Div Com and demanded prompt resolution. “The Div Com instructed all DCs and SSPs to cooperate and extend their support to people for hassle-free holding of majalis,” he said, adding “He also directed to developmental departments to carry out necessary works and ensure uninterrupted power and potable water supply besides speedy completion of lane and drain works in all Shia dominated areas xyxy=(543,590,775,721)
story-paragraph: “The government has been ignoring us after 2014. We are a community on the operations of which a government functions. Without us, there would be no one to build and establish all the schools, hospitals, infrastructure that the politicians promise the public. But we have been grossly ignored by the political setup since 2015,” Basheer said exasperatedly. xyxy=(58,1285,290,1332)
story-paragraph: On Wednesday also, Muharram processions turned into pro-freedom rallies, after police used tear smoke shells and fired in the air to disperse them in Budgam and Srinagar. Officials had claimed that the force was used as the people had violated SOPs and taken out the Muharram processions. xyxy=(543,899,775,937)
